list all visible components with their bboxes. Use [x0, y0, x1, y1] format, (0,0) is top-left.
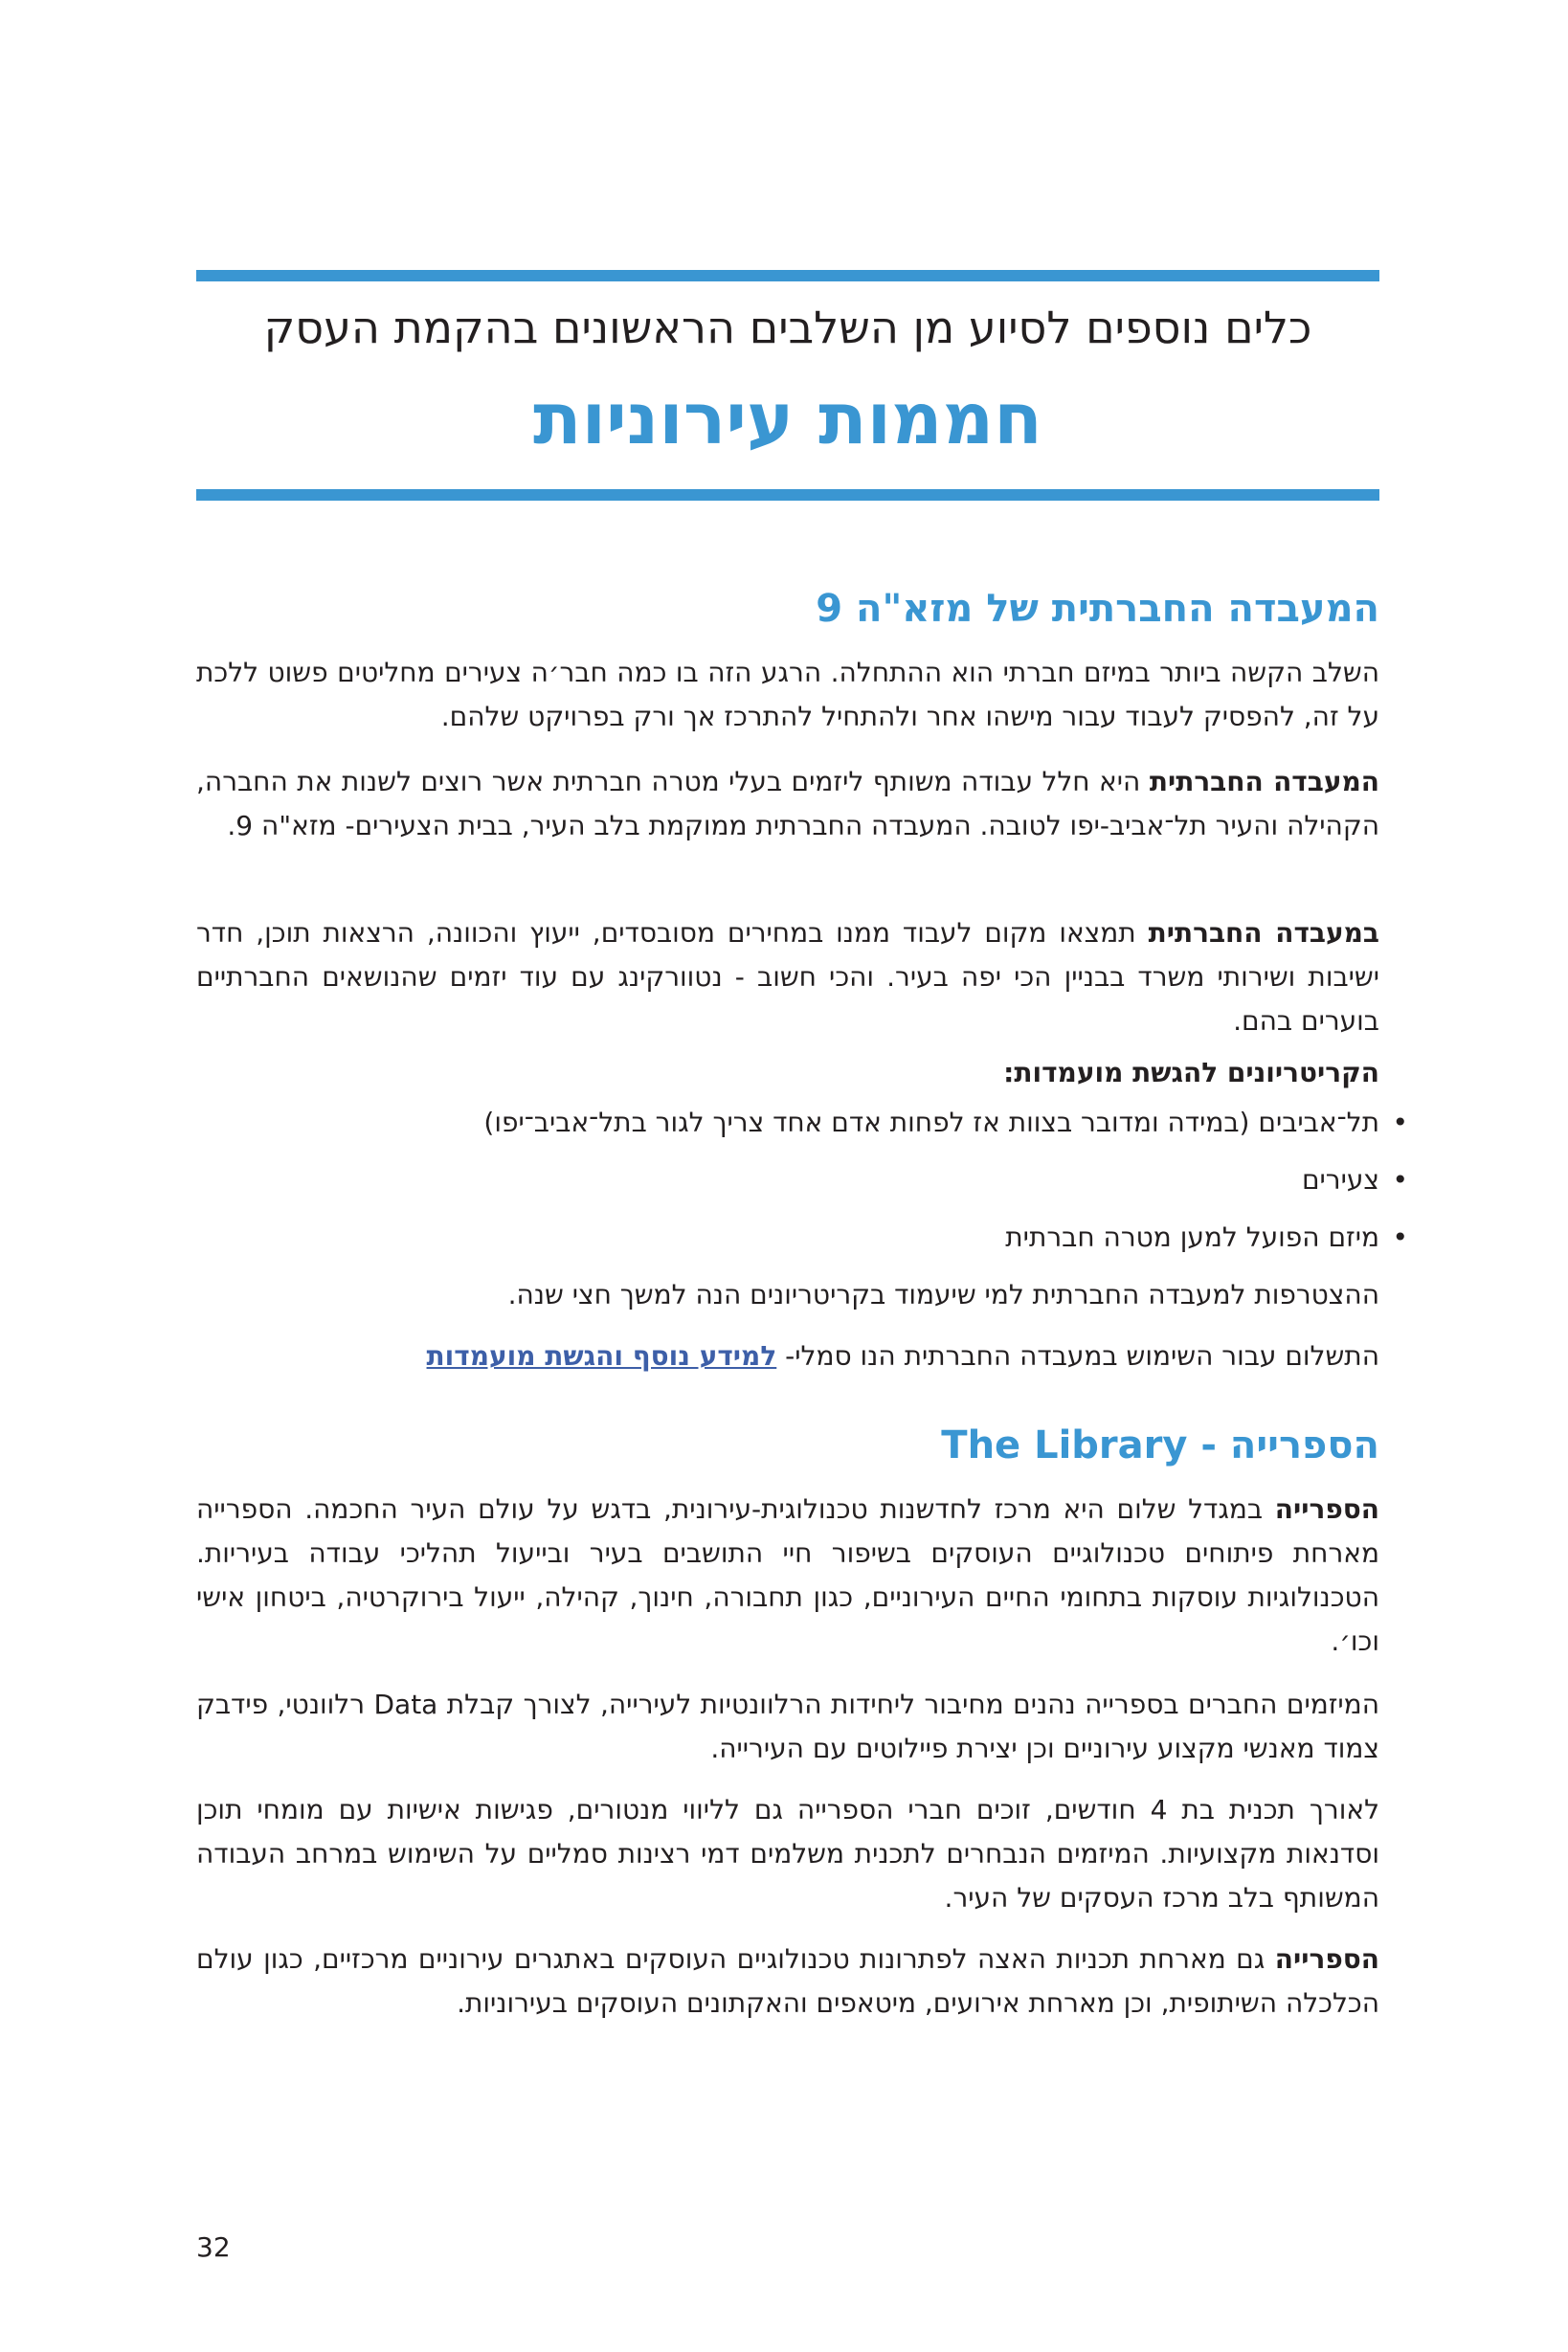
criteria-list — [196, 1101, 1414, 1273]
social-lab-description-text: היא חלל עבודה משותף ליזמים בעלי מטרה חברתית אשר רוצים לשנות את החברה, הקהילה והעיר תל־אביב-יפו לטובה. המעבדה החברתית ממוקמת בלב העיר, בבית הצעירים- מזא"ה 9. — [196, 766, 1379, 841]
payment-paragraph — [196, 1334, 1379, 1378]
list-item — [196, 1216, 1408, 1260]
bullet-icon: • — [1392, 1221, 1408, 1253]
library-accelerator-text: גם מארחת תכניות האצה לפתרונות טכנולוגיים העוסקים באתגרים עירוניים מרכזיים, כגון עולם הכלכלה השיתופית, וכן מארחת אירועים, מיטאפים והאקתונים העוסקים בעירוניות. — [196, 1943, 1379, 2019]
social-lab-description-paragraph — [196, 760, 1379, 848]
criteria-item-text: צעירים — [1301, 1164, 1379, 1196]
section-title-library: הספרייה - The Library — [941, 1423, 1379, 1467]
library-name-bold: הספרייה — [1274, 1493, 1379, 1525]
page-number: 32 — [196, 2231, 231, 2263]
social-lab-name-bold: המעבדה החברתית — [1149, 766, 1379, 797]
library-accelerator-paragraph — [196, 1938, 1379, 2026]
header-top-rule — [196, 270, 1379, 281]
social-lab-offerings-bold: במעבדה החברתית — [1148, 917, 1379, 949]
social-lab-offerings-paragraph — [196, 911, 1379, 1043]
bullet-icon: • — [1392, 1107, 1408, 1138]
criteria-heading: הקריטריונים להגשת מועמדות: — [1003, 1057, 1379, 1088]
library-intro-text: במגדל שלום היא מרכז לחדשנות טכנולוגית-עירונית, בדגש על עולם העיר החכמה. הספרייה מארחת פיתוחים טכנולוגיים העוסקים בשיפור חיי התושבים בעיר ובייעול תהליכי עבודה בעיריות. הטכנולוגיות עוסקות בתחומי החיים העירוניים, כגון תחבורה, חינוך, קהילה, ייעול בירוקרטיה, ביטחון אישי וכו׳. — [196, 1493, 1379, 1657]
criteria-item-text: מיזם הפועל למען מטרה חברתית — [1005, 1221, 1379, 1253]
library-name-bold: הספרייה — [1274, 1943, 1379, 1975]
document-page — [196, 0, 1408, 2352]
apply-info-link[interactable]: למידע נוסף והגשת מועמדות — [426, 1340, 777, 1372]
list-item — [196, 1101, 1408, 1145]
library-benefits-paragraph: המיזמים החברים בספרייה נהנים מחיבור ליחידות הרלוונטיות לעירייה, לצורך קבלת Data רלוונטי, פידבק צמוד מאנשי מקצוע עירוניים וכן יצירת פיילוטים עם העירייה. — [196, 1689, 1379, 1764]
social-lab-intro-paragraph: השלב הקשה ביותר במיזם חברתי הוא ההתחלה. הרגע הזה בו כמה חבר׳ה צעירים מחליטים פשוט ללכת על זה, להפסיק לעבוד עבור מישהו אחר ולהתחיל להתרכז אך ורק בפרויקט שלהם. — [196, 657, 1379, 732]
section-title-social-lab: המעבדה החברתית של מזא"ה 9 — [816, 587, 1379, 631]
header-bottom-rule — [196, 489, 1379, 501]
header-subtitle: כלים נוספים לסיוע מן השלבים הראשונים בהקמת העסק — [263, 302, 1312, 353]
page-title: חממות עירוניות — [533, 378, 1042, 460]
library-program-paragraph: לאורך תכנית בת 4 חודשים, זוכים חברי הספרייה גם לליווי מנטורים, פגישות אישיות עם מומחי תוכן וסדנאות מקצועיות. המיזמים הנבחרים לתכנית משלמים דמי רצינות סמליים על השימוש במרחב העבודה המשותף בלב מרכז העסקים של העיר. — [196, 1794, 1380, 1914]
library-intro-paragraph — [196, 1488, 1379, 1664]
social-lab-offerings-text: תמצאו מקום לעבוד ממנו במחירים מסובסדים, ייעוץ והכוונה, הרצאות תוכן, חדר ישיבות ושירותי משרד בבניין הכי יפה בעיר. והכי חשוב - נטוורקינג עם עוד יזמים שהנושאים החברתיים בוערים בהם. — [196, 917, 1379, 1037]
bullet-icon: • — [1392, 1164, 1408, 1196]
list-item — [196, 1158, 1408, 1202]
criteria-item-text: תל־אביבים (במידה ומדובר בצוות אז לפחות אדם אחד צריך לגור בתל־אביב־יפו) — [483, 1107, 1379, 1138]
membership-duration-paragraph: ההצטרפות למעבדה החברתית למי שיעמוד בקריטריונים הנה למשך חצי שנה. — [507, 1279, 1379, 1310]
payment-text: התשלום עבור השימוש במעבדה החברתית הנו סמלי- — [776, 1340, 1379, 1372]
